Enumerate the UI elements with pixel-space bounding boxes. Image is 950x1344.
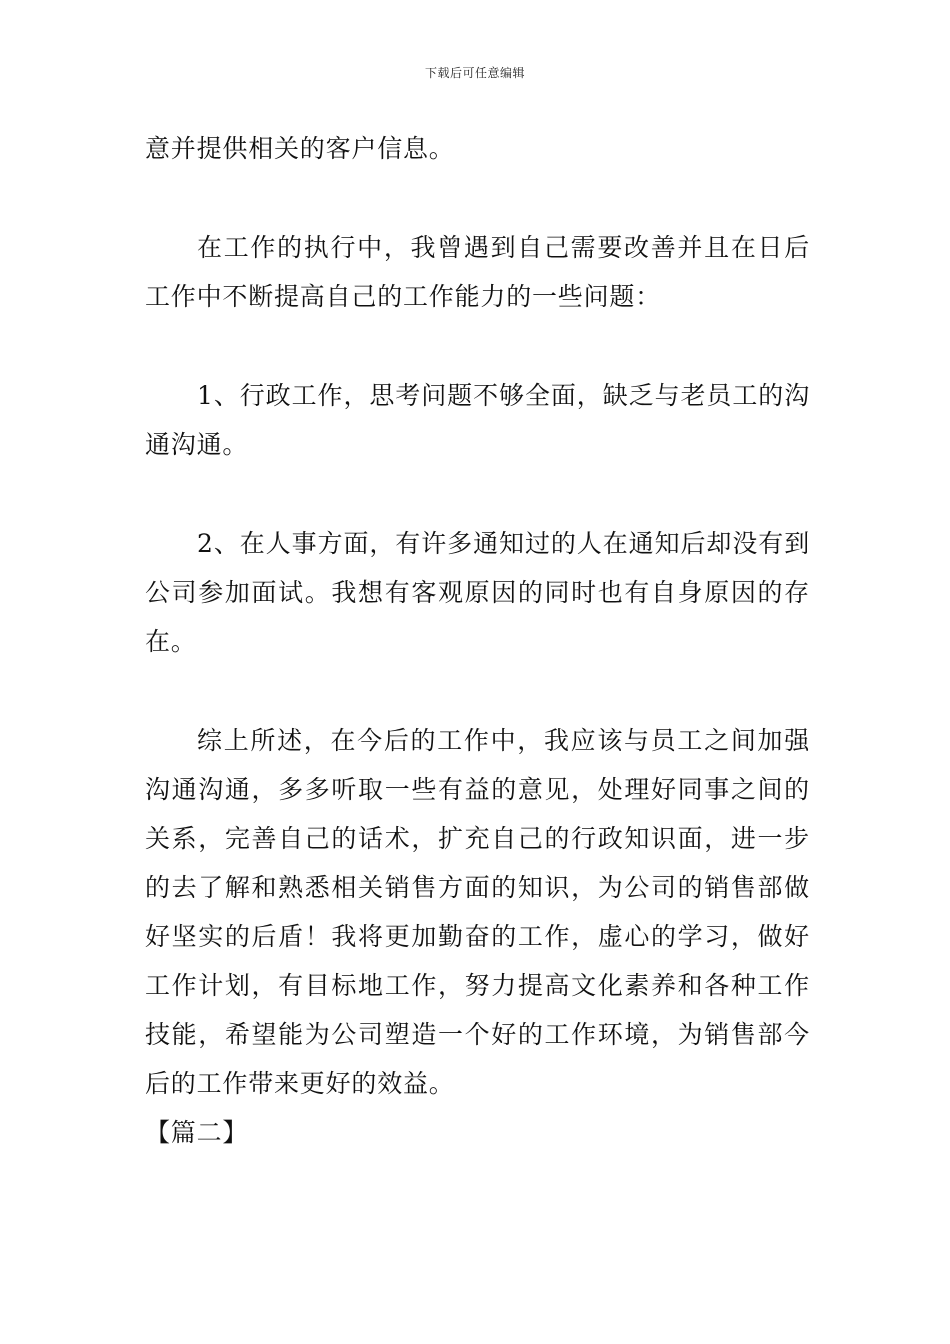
paragraph-problem-2: 2、在人事方面，有许多通知过的人在通知后却没有到公司参加面试。我想有客观原因的同时也有自身原因的存在。 — [145, 529, 810, 656]
paragraph-continuation: 意并提供相关的客户信息。 — [145, 134, 455, 163]
paragraph-problems-intro: 在工作的执行中，我曾遇到自己需要改善并且在日后工作中不断提高自己的工作能力的一些问题： — [145, 233, 810, 311]
document-body — [145, 124, 810, 1157]
paragraph-summary: 综上所述，在今后的工作中，我应该与员工之间加强沟通沟通，多多听取一些有益的意见，处理好同事之间的关系，完善自己的话术，扩充自己的行政知识面，进一步的去了解和熟悉相关销售方面的知识，为公司的销售部做好坚实的后盾！我将更加勤奋的工作，虚心的学习，做好工作计划，有目标地工作，努力提高文化素养和各种工作技能，希望能为公司塑造一个好的工作环境，为销售部今后的工作带来更好的效益。 — [145, 726, 810, 1098]
section-heading: 【篇二】 — [145, 1118, 249, 1147]
header-note: 下载后可任意编辑 — [424, 66, 525, 80]
paragraph-problem-1: 1、行政工作，思考问题不够全面，缺乏与老员工的沟通沟通。 — [145, 381, 810, 459]
